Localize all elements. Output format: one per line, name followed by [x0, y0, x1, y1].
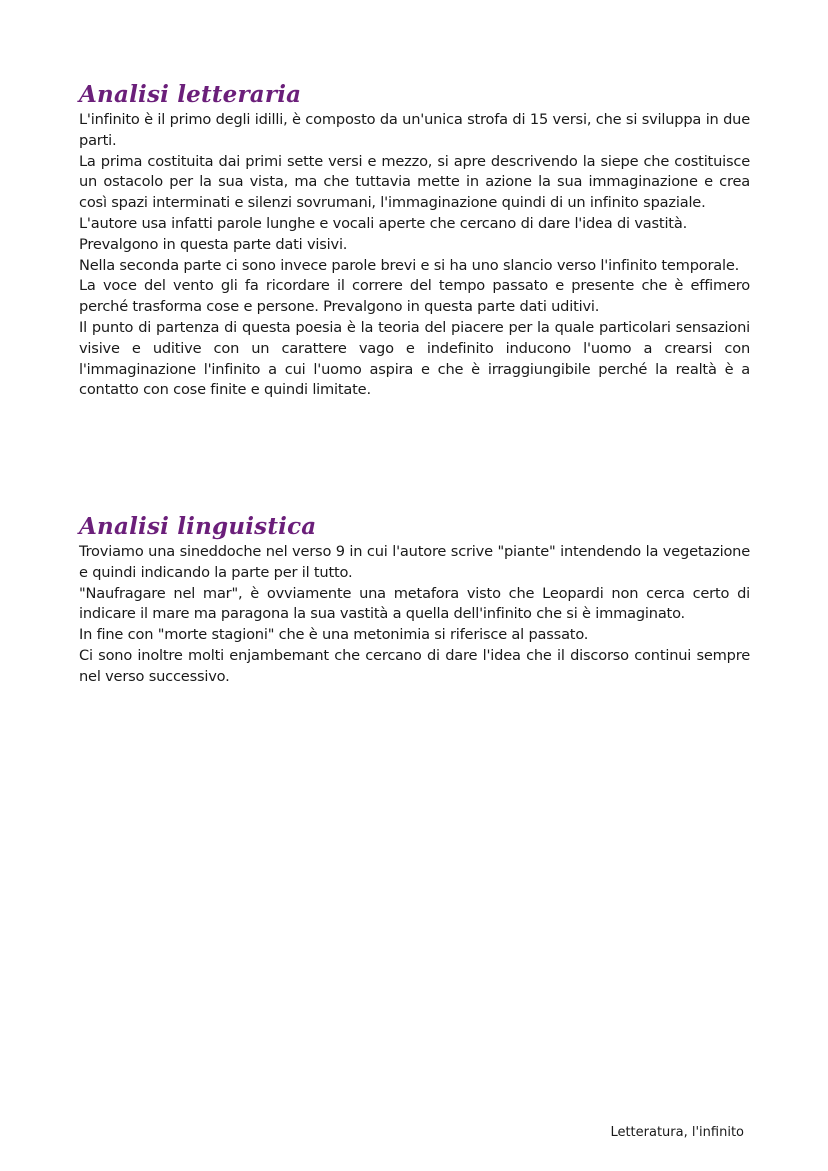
- paragraph: In fine con "morte stagioni" che è una metonimia si riferisce al passato.: [79, 626, 589, 644]
- paragraph: La prima costituita dai primi sette versi e mezzo, si apre descrivendo la siepe che costituisce un ostacolo per la sua vista, ma che tuttavia mette in azione la sua immaginazione e crea così spazi interminati e silenzi sovrumani, l'immaginazione quindi di un infinito spaziale.: [79, 152, 750, 212]
- paragraph: L'autore usa infatti parole lunghe e vocali aperte che cercano di dare l'idea di vastità.: [79, 214, 688, 232]
- paragraph: Ci sono inoltre molti enjambemant che cercano di dare l'idea che il discorso continui sempre nel verso successivo.: [79, 646, 750, 685]
- paragraph: La voce del vento gli fa ricordare il correre del tempo passato e presente che è effimero perché trasforma cose e persone. Prevalgono in questa parte dati uditivi.: [79, 277, 750, 316]
- section-analisi-letteraria: [79, 80, 750, 401]
- section-heading: Analisi letteraria: [79, 81, 302, 108]
- paragraph: Prevalgono in questa parte dati visivi.: [79, 235, 348, 253]
- paragraph: Il punto di partenza di questa poesia è la teoria del piacere per la quale particolari sensazioni visive e uditive con un carattere vago e indefinito inducono l'uomo a crearsi con l'immaginazione l'infinito a cui l'uomo aspira e che è irraggiungibile perché la realtà è a contatto con cose finite e quindi limitate.: [79, 318, 750, 399]
- paragraph: Troviamo una sineddoche nel verso 9 in cui l'autore scrive "piante" intendendo la vegetazione e quindi indicando la parte per il tutto.: [79, 543, 750, 581]
- section-heading: Analisi linguistica: [79, 513, 317, 540]
- paragraph: Nella seconda parte ci sono invece parole brevi e si ha uno slancio verso l'infinito temporale.: [79, 256, 740, 274]
- paragraph: "Naufragare nel mar", è ovviamente una metafora visto che Leopardi non cerca certo di indicare il mare ma paragona la sua vastità a quella dell'infinito che si è immaginato.: [79, 584, 750, 623]
- section-analisi-linguistica: [79, 512, 750, 688]
- paragraph: L'infinito è il primo degli idilli, è composto da un'unica strofa di 15 versi, che si sviluppa in due parti.: [79, 111, 750, 149]
- page-footer: Letteratura, l'infinito: [610, 1125, 744, 1140]
